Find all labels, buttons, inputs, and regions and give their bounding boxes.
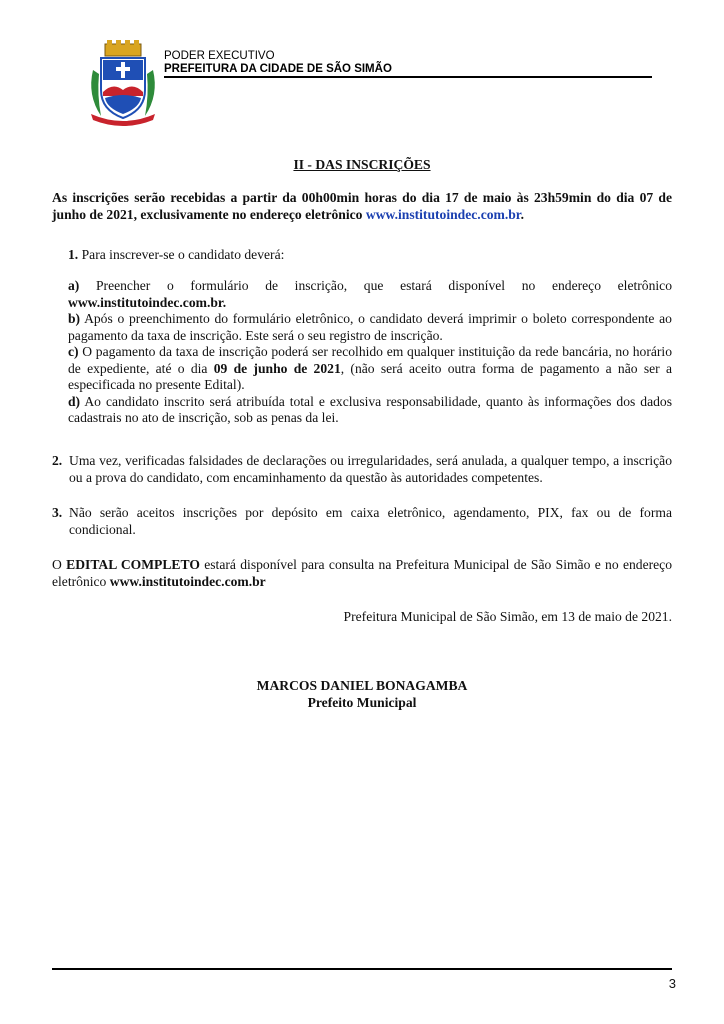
letterhead-line2: PREFEITURA DA CIDADE DE SÃO SIMÃO (164, 63, 392, 75)
edital-paragraph (52, 557, 672, 590)
item-2-number: 2. (52, 453, 63, 468)
sub-item-d-text: Ao candidato inscrito será atribuída total e exclusiva responsabilidade, quanto às informações dos dados cadastrais no ato de inscrição, sob as penas da lei. (68, 393, 672, 425)
sub-item-a-label: a) (68, 278, 80, 293)
sub-item-b (68, 311, 672, 344)
letterhead-line1: PODER EXECUTIVO (164, 50, 275, 62)
header-divider (164, 76, 652, 78)
edital-link[interactable]: www.institutoindec.com.br (109, 573, 266, 589)
sub-item-a-link[interactable]: www.institutoindec.com.br. (68, 294, 227, 310)
edital-prefix: O (52, 557, 62, 572)
intro-paragraph (52, 190, 672, 223)
signatory-name: MARCOS DANIEL BONAGAMBA (256, 678, 468, 693)
page-number: 3 (668, 976, 676, 991)
sub-item-c-label: c) (68, 344, 79, 359)
sub-item-d (68, 394, 672, 427)
item-3-number: 3. (52, 505, 63, 520)
footer-divider (52, 968, 672, 970)
sub-item-b-label: b) (68, 311, 81, 326)
edital-text: estará disponível para consulta na Prefeitura Municipal de São Simão e no endereço eletrônico (52, 557, 673, 589)
item-1-sublist (68, 278, 672, 427)
signatory-role: Prefeito Municipal (307, 694, 417, 710)
item-1-number: 1. (68, 247, 79, 262)
item-1-text: Para inscrever-se o candidato deverá: (81, 247, 285, 262)
sub-item-c-text-end: , (não será aceito outra forma de pagamento a não ser a especificada no presente Edital). (68, 360, 672, 392)
sub-item-a-text: Preencher o formulário de inscrição, que estará disponível no endereço eletrônico (95, 278, 672, 293)
intro-text: As inscrições serão recebidas a partir da 00h00min horas do dia 17 de maio às 23h59min do dia 07 de junho de 2021, exclusivamente no endereço eletrônico (52, 190, 672, 222)
item-2 (52, 453, 672, 486)
sub-item-c-text: O pagamento da taxa de inscrição poderá ser recolhido em qualquer instituição da rede bancária, no horário de expediente, até o dia (68, 344, 672, 376)
intro-link[interactable]: www.institutoindec.com.br (365, 206, 521, 222)
item-1 (68, 247, 672, 264)
letterhead (164, 50, 392, 76)
sub-item-d-label: d) (68, 393, 81, 409)
section-title: II - DAS INSCRIÇÕES (293, 157, 431, 172)
item-3-text: Não serão aceitos inscrições por depósito em caixa eletrônico, agendamento, PIX, fax ou de forma condicional. (69, 505, 672, 537)
sub-item-a (68, 278, 672, 311)
sub-item-b-text: Após o preenchimento do formulário eletrônico, o candidato deverá imprimir o boleto correspondente ao pagamento da taxa de inscrição. Este será o seu registro de inscrição. (68, 311, 672, 343)
item-2-text: Uma vez, verificadas falsidades de declarações ou irregularidades, será anulada, a qualquer tempo, a inscrição ou a prova do candidato, com encaminhamento da questão às autoridades competentes. (69, 453, 672, 485)
signature-block (0, 678, 724, 711)
place-date: Prefeitura Municipal de São Simão, em 13 de maio de 2021. (343, 609, 672, 624)
sub-item-c (68, 344, 672, 394)
edital-bold: EDITAL COMPLETO (66, 557, 200, 572)
sub-item-c-date: 09 de junho de 2021 (213, 360, 341, 376)
intro-end: . (520, 206, 524, 222)
item-3 (52, 505, 672, 538)
municipal-coat-of-arms-icon (87, 40, 159, 126)
